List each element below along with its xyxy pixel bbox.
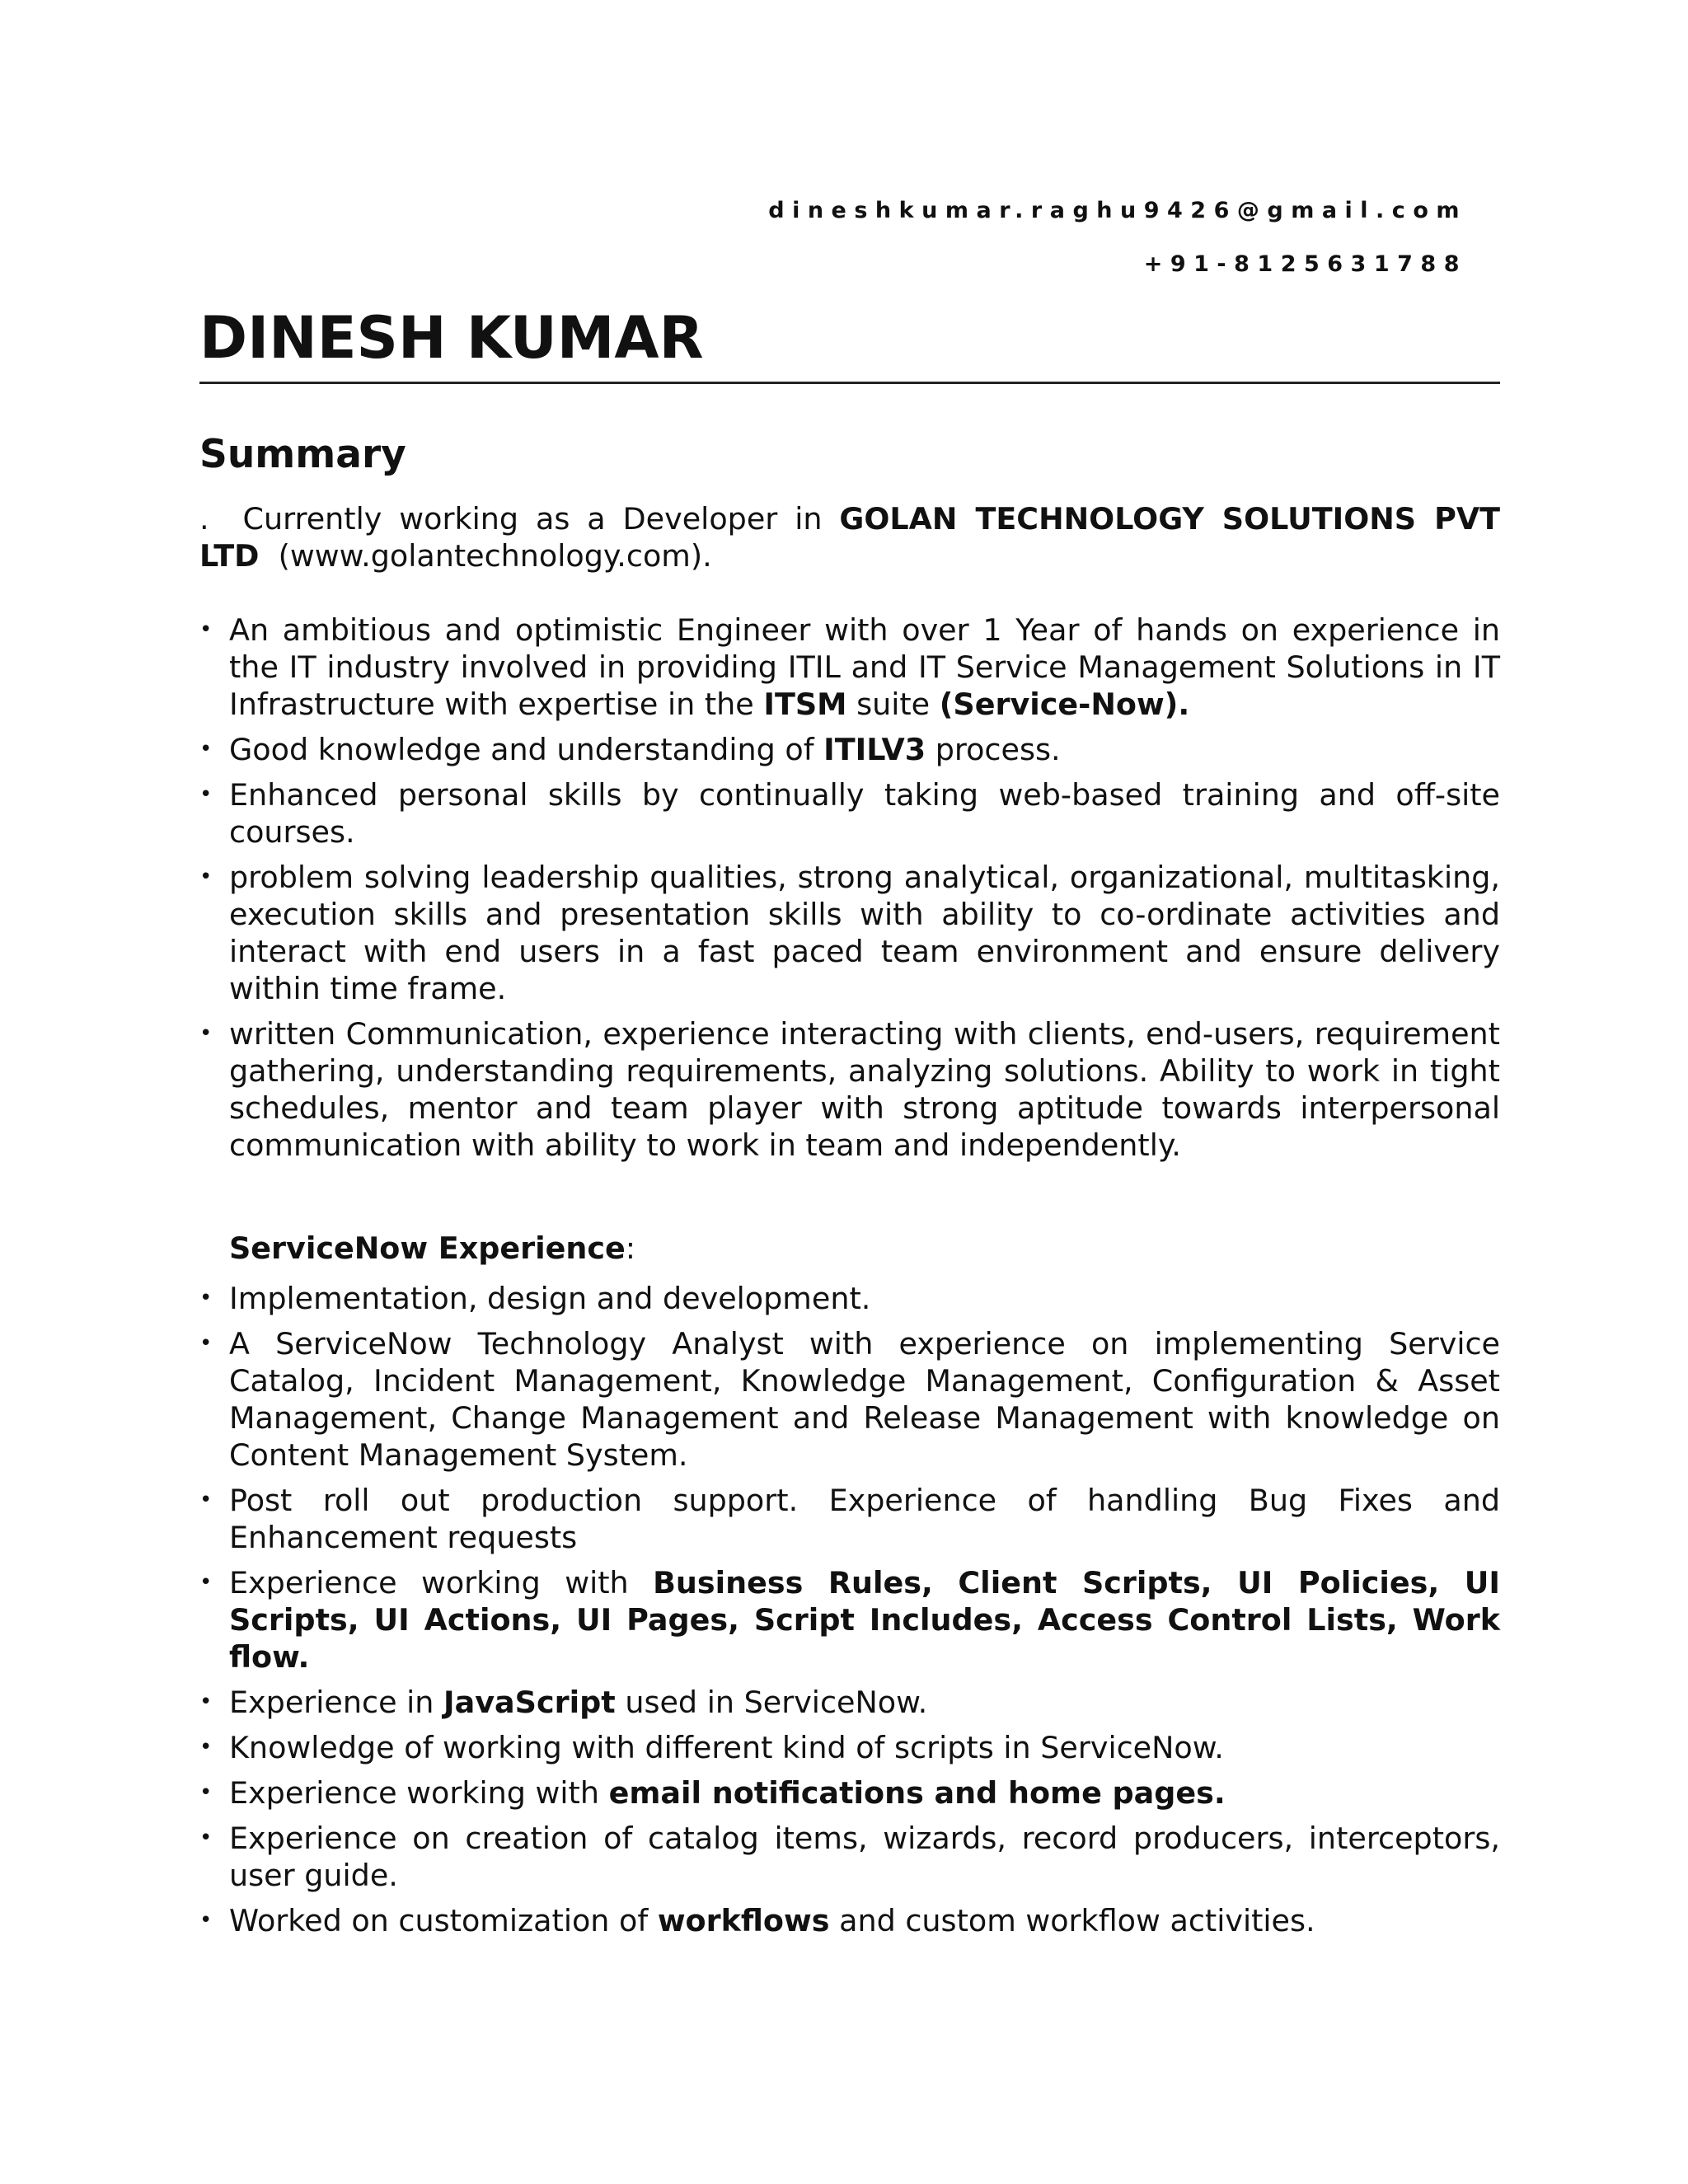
list-item (199, 1280, 1500, 1317)
bullet-text: Implementation, design and development. (229, 1281, 871, 1316)
bullet-text: Knowledge of working with different kind of scripts in ServiceNow. (229, 1730, 1224, 1765)
bullet-text: Good knowledge and understanding of (229, 732, 814, 767)
bullet-icon: • (199, 737, 213, 762)
bullet-text: process. (935, 732, 1061, 767)
list-item (199, 776, 1500, 851)
list-item (199, 731, 1500, 768)
list-item (199, 612, 1500, 723)
header-divider (199, 382, 1500, 384)
bullet-icon: • (199, 1570, 213, 1595)
list-item (199, 1015, 1500, 1164)
bullet-bold: email notifications and home pages. (608, 1775, 1226, 1811)
summary-heading: Summary (199, 432, 406, 477)
bullet-bold: JavaScript (443, 1685, 616, 1720)
list-item (199, 1325, 1500, 1474)
list-item (199, 1902, 1500, 1939)
list-item (199, 859, 1500, 1007)
bullet-icon: • (199, 1021, 213, 1046)
bullet-icon: • (199, 1825, 213, 1850)
bullet-text: suite (856, 687, 931, 722)
intro-text: Currently working as a Developer in (242, 501, 823, 537)
bullet-icon: • (199, 1286, 213, 1310)
bullet-icon: • (199, 1331, 213, 1356)
bullet-text: written Communication, experience interacting with clients, end-users, requirement gathering, understanding requirements, analyzing solutions. Ability to work in tight schedules, mentor and team player with strong aptitude towards interpersonal communication with ability to work in team and independently. (229, 1016, 1500, 1163)
servicenow-heading (229, 1230, 635, 1267)
contact-phone: +91-8125631788 (1143, 251, 1467, 277)
list-item (199, 1729, 1500, 1766)
bullet-text: A ServiceNow Technology Analyst with experience on implementing Service Catalog, Incident Management, Knowledge Management, Configuration & Asset Management, Change Management and Release Management with knowledge on Content Management System. (229, 1326, 1500, 1473)
intro-dot: . (199, 501, 209, 537)
servicenow-bullet-list (199, 1280, 1500, 1947)
bullet-icon: • (199, 1908, 213, 1933)
list-item (199, 1684, 1500, 1721)
summary-intro-line1 (199, 500, 1500, 537)
bullet-text: Experience on creation of catalog items, wizards, record producers, interceptors, user guide. (229, 1821, 1500, 1893)
bullet-text: Experience working with (229, 1775, 599, 1811)
bullet-text: Post roll out production support. Experience of handling Bug Fixes and Enhancement requests (229, 1483, 1500, 1555)
servicenow-heading-colon: : (625, 1230, 636, 1266)
list-item (199, 1564, 1500, 1675)
bullet-bold: ITILV3 (823, 732, 926, 767)
list-item (199, 1482, 1500, 1556)
bullet-bold: ITSM (763, 687, 847, 722)
bullet-bold: (Service-Now). (939, 687, 1190, 722)
bullet-text: Experience in (229, 1685, 434, 1720)
bullet-text: used in ServiceNow. (625, 1685, 928, 1720)
company-suffix: LTD (199, 538, 260, 574)
bullet-icon: • (199, 1735, 213, 1760)
servicenow-heading-label: ServiceNow Experience (229, 1230, 626, 1266)
bullet-text: problem solving leadership qualities, strong analytical, organizational, multitasking, execution skills and presentation skills with ability to co-ordinate activities and interact with end users in a fast paced team environment and ensure delivery within time frame. (229, 860, 1500, 1006)
list-item (199, 1774, 1500, 1811)
bullet-icon: • (199, 1780, 213, 1805)
bullet-icon: • (199, 617, 213, 642)
candidate-name: DINESH KUMAR (199, 304, 704, 372)
company-name: GOLAN TECHNOLOGY SOLUTIONS PVT (839, 501, 1500, 537)
summary-intro (199, 500, 1500, 574)
company-website: (www.golantechnology.com). (278, 538, 712, 574)
bullet-icon: • (199, 1690, 213, 1714)
bullet-icon: • (199, 865, 213, 889)
bullet-bold: workflows (657, 1903, 830, 1938)
bullet-text: Enhanced personal skills by continually taking web-based training and off-site courses. (229, 777, 1500, 850)
bullet-text: Experience working with (229, 1565, 629, 1601)
bullet-icon: • (199, 782, 213, 807)
bullet-text: and custom workflow activities. (839, 1903, 1315, 1938)
bullet-text: An ambitious and optimistic Engineer with over 1 Year of hands on experience in the IT industry involved in providing ITIL and IT Service Management Solutions in IT Infrastructure with expertise in the (229, 612, 1500, 722)
summary-bullet-list (199, 612, 1500, 1172)
contact-email: dineshkumar.raghu9426@gmail.com (768, 198, 1467, 223)
bullet-bold: Business Rules, Client Scripts, UI Policies, UI Scripts, UI Actions, UI Pages, Script Includes, Access Control Lists, Work flow. (229, 1565, 1500, 1675)
bullet-icon: • (199, 1488, 213, 1512)
list-item (199, 1820, 1500, 1894)
bullet-text: Worked on customization of (229, 1903, 649, 1938)
